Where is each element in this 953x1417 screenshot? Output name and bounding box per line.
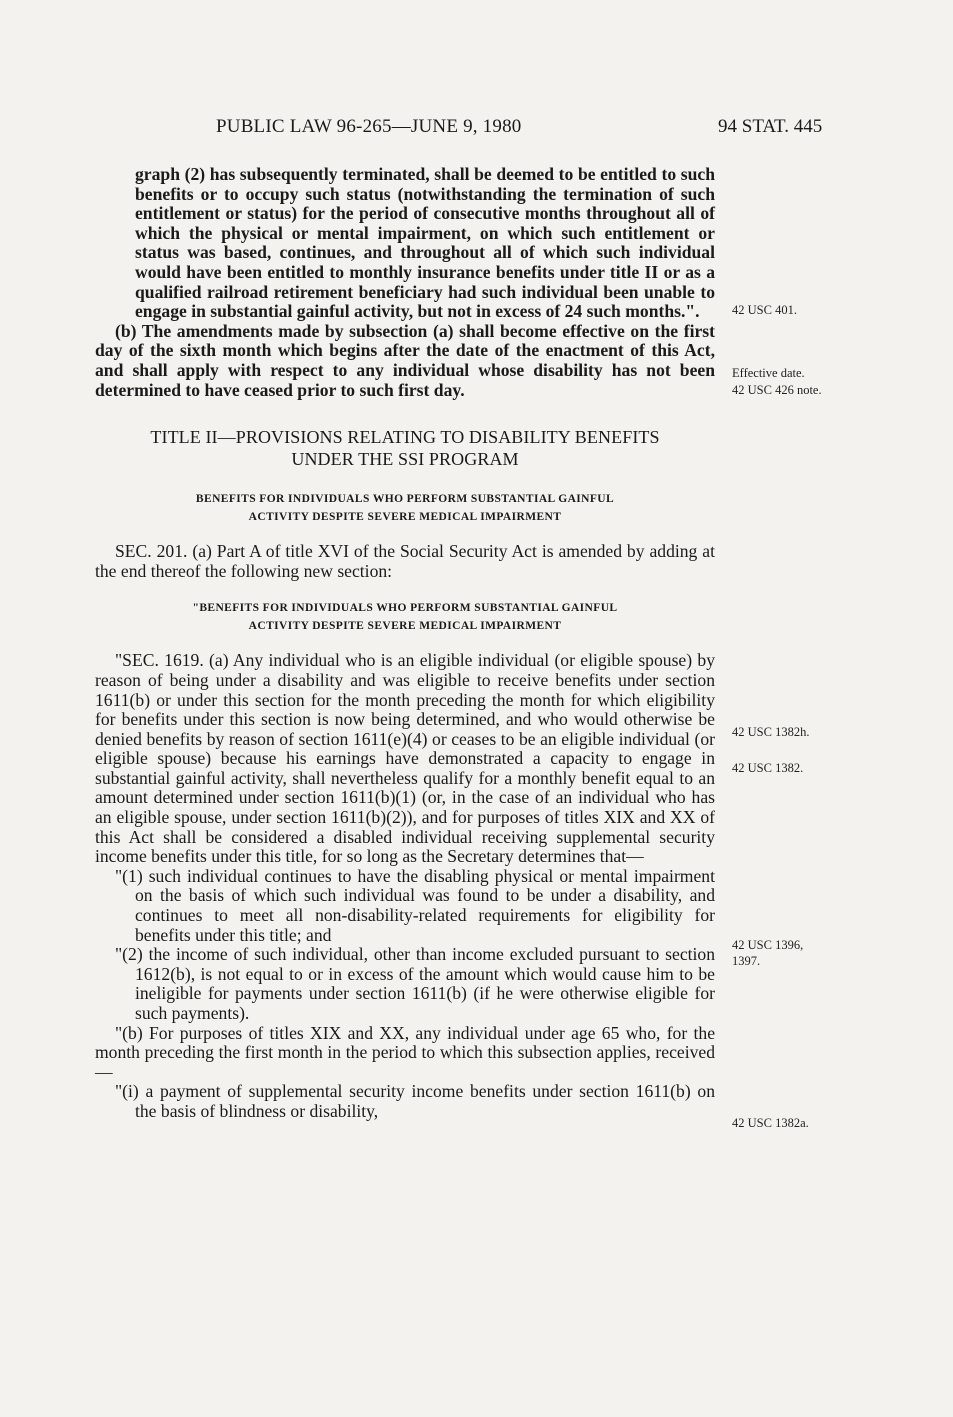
margin-note-42-usc-1396: 42 USC 1396, <box>732 938 804 952</box>
clause-1: "(1) such individual continues to have the disabling physical or mental impairment on the basis of which such individual was found to be under a disability, and continues to meet all non-disability-related requirements for eligibility for benefits under this title; and <box>115 865 715 945</box>
title-heading-line-2: UNDER THE SSI PROGRAM <box>291 449 519 470</box>
new-section-heading <box>95 599 715 635</box>
margin-note-1397: 1397. <box>732 954 761 968</box>
page-header <box>0 116 953 142</box>
section-heading-line-1: BENEFITS FOR INDIVIDUALS WHO PERFORM SUBSTANTIAL GAINFUL <box>195 493 615 506</box>
title-heading-line-1: TITLE II—PROVISIONS RELATING TO DISABILITY BENEFITS <box>150 427 660 448</box>
running-title: PUBLIC LAW 96-265—JUNE 9, 1980 <box>216 116 522 137</box>
section-heading-line-2: ACTIVITY DESPITE SEVERE MEDICAL IMPAIRMENT <box>248 511 562 524</box>
statute-page-number: 94 STAT. 445 <box>718 116 823 137</box>
clause-i: "(i) a payment of supplemental security income benefits under section 1611(b) on the basis of blindness or disability, <box>115 1081 715 1121</box>
margin-note-42-usc-1382: 42 USC 1382. <box>732 761 804 775</box>
margin-note-effective-date: Effective date. <box>732 366 805 380</box>
body-text <box>95 165 715 1122</box>
margin-note-42-usc-401: 42 USC 401. <box>732 303 797 317</box>
margin-note-42-usc-1382a: 42 USC 1382a. <box>732 1116 809 1130</box>
clause-2: "(2) the income of such individual, other than income excluded pursuant to section 1612(b), is not equal to or in excess of the amount which would cause him to be ineligible for payments under section 1611(b) (if he were otherwise eligible for such payments). <box>115 944 715 1023</box>
section-201-text: SEC. 201. (a) Part A of title XVI of the Social Security Act is amended by adding at the end thereof the following new section: <box>95 541 715 581</box>
title-heading <box>95 426 715 470</box>
margin-note-42-usc-1382h: 42 USC 1382h. <box>732 725 810 739</box>
paragraph-continuation: graph (2) has subsequently terminated, shall be deemed to be entitled to such benefits or to occupy such status (notwithstanding the termination of such entitlement or status) for the period of consecutive months throughout all of which the physical or mental impairment, on which such entitlement or status was based, continues, and throughout all of which such individual would have been entitled to monthly insurance benefits under title II or as a qualified railroad retirement beneficiary had such individual been unable to engage in substantial gainful activity, but not in excess of 24 such months.". <box>135 164 715 322</box>
paragraph-effective-date: (b) The amendments made by subsection (a) shall become effective on the first day of the sixth month which begins after the date of the enactment of this Act, and shall apply with respect to any individual whose disability has not been determined to have ceased prior to such first day. <box>95 320 715 400</box>
new-section-heading-line-1: "BENEFITS FOR INDIVIDUALS WHO PERFORM SUBSTANTIAL GAINFUL <box>192 602 618 615</box>
section-1619b-text: "(b) For purposes of titles XIX and XX, any individual under age 65 who, for the month preceding the first month in the period to which this subsection applies, received— <box>95 1022 715 1082</box>
new-section-heading-line-2: ACTIVITY DESPITE SEVERE MEDICAL IMPAIRMENT <box>248 620 562 633</box>
section-1619a-text: "SEC. 1619. (a) Any individual who is an eligible individual (or eligible spouse) by reason of being under a disability and was eligible to receive benefits under section 1611(b) or under this section for the month preceding the month for which eligibility for benefits under this section is now being determined, and who would otherwise be denied benefits by reason of section 1611(e)(4) or ceases to be an eligible individual (or eligible spouse) because his earnings have demonstrated a capacity to engage in substantial gainful activity, shall nevertheless qualify for a monthly benefit equal to an amount determined under section 1611(b)(1) (or, in the case of an individual who has an eligible spouse, under section 1611(b)(2)), and for purposes of titles XIX and XX of this Act shall be considered a disabled individual receiving supplemental security income benefits under this title, for so long as the Secretary determines that— <box>95 650 715 867</box>
section-heading <box>95 490 715 526</box>
margin-note-42-usc-426: 42 USC 426 note. <box>732 383 822 397</box>
